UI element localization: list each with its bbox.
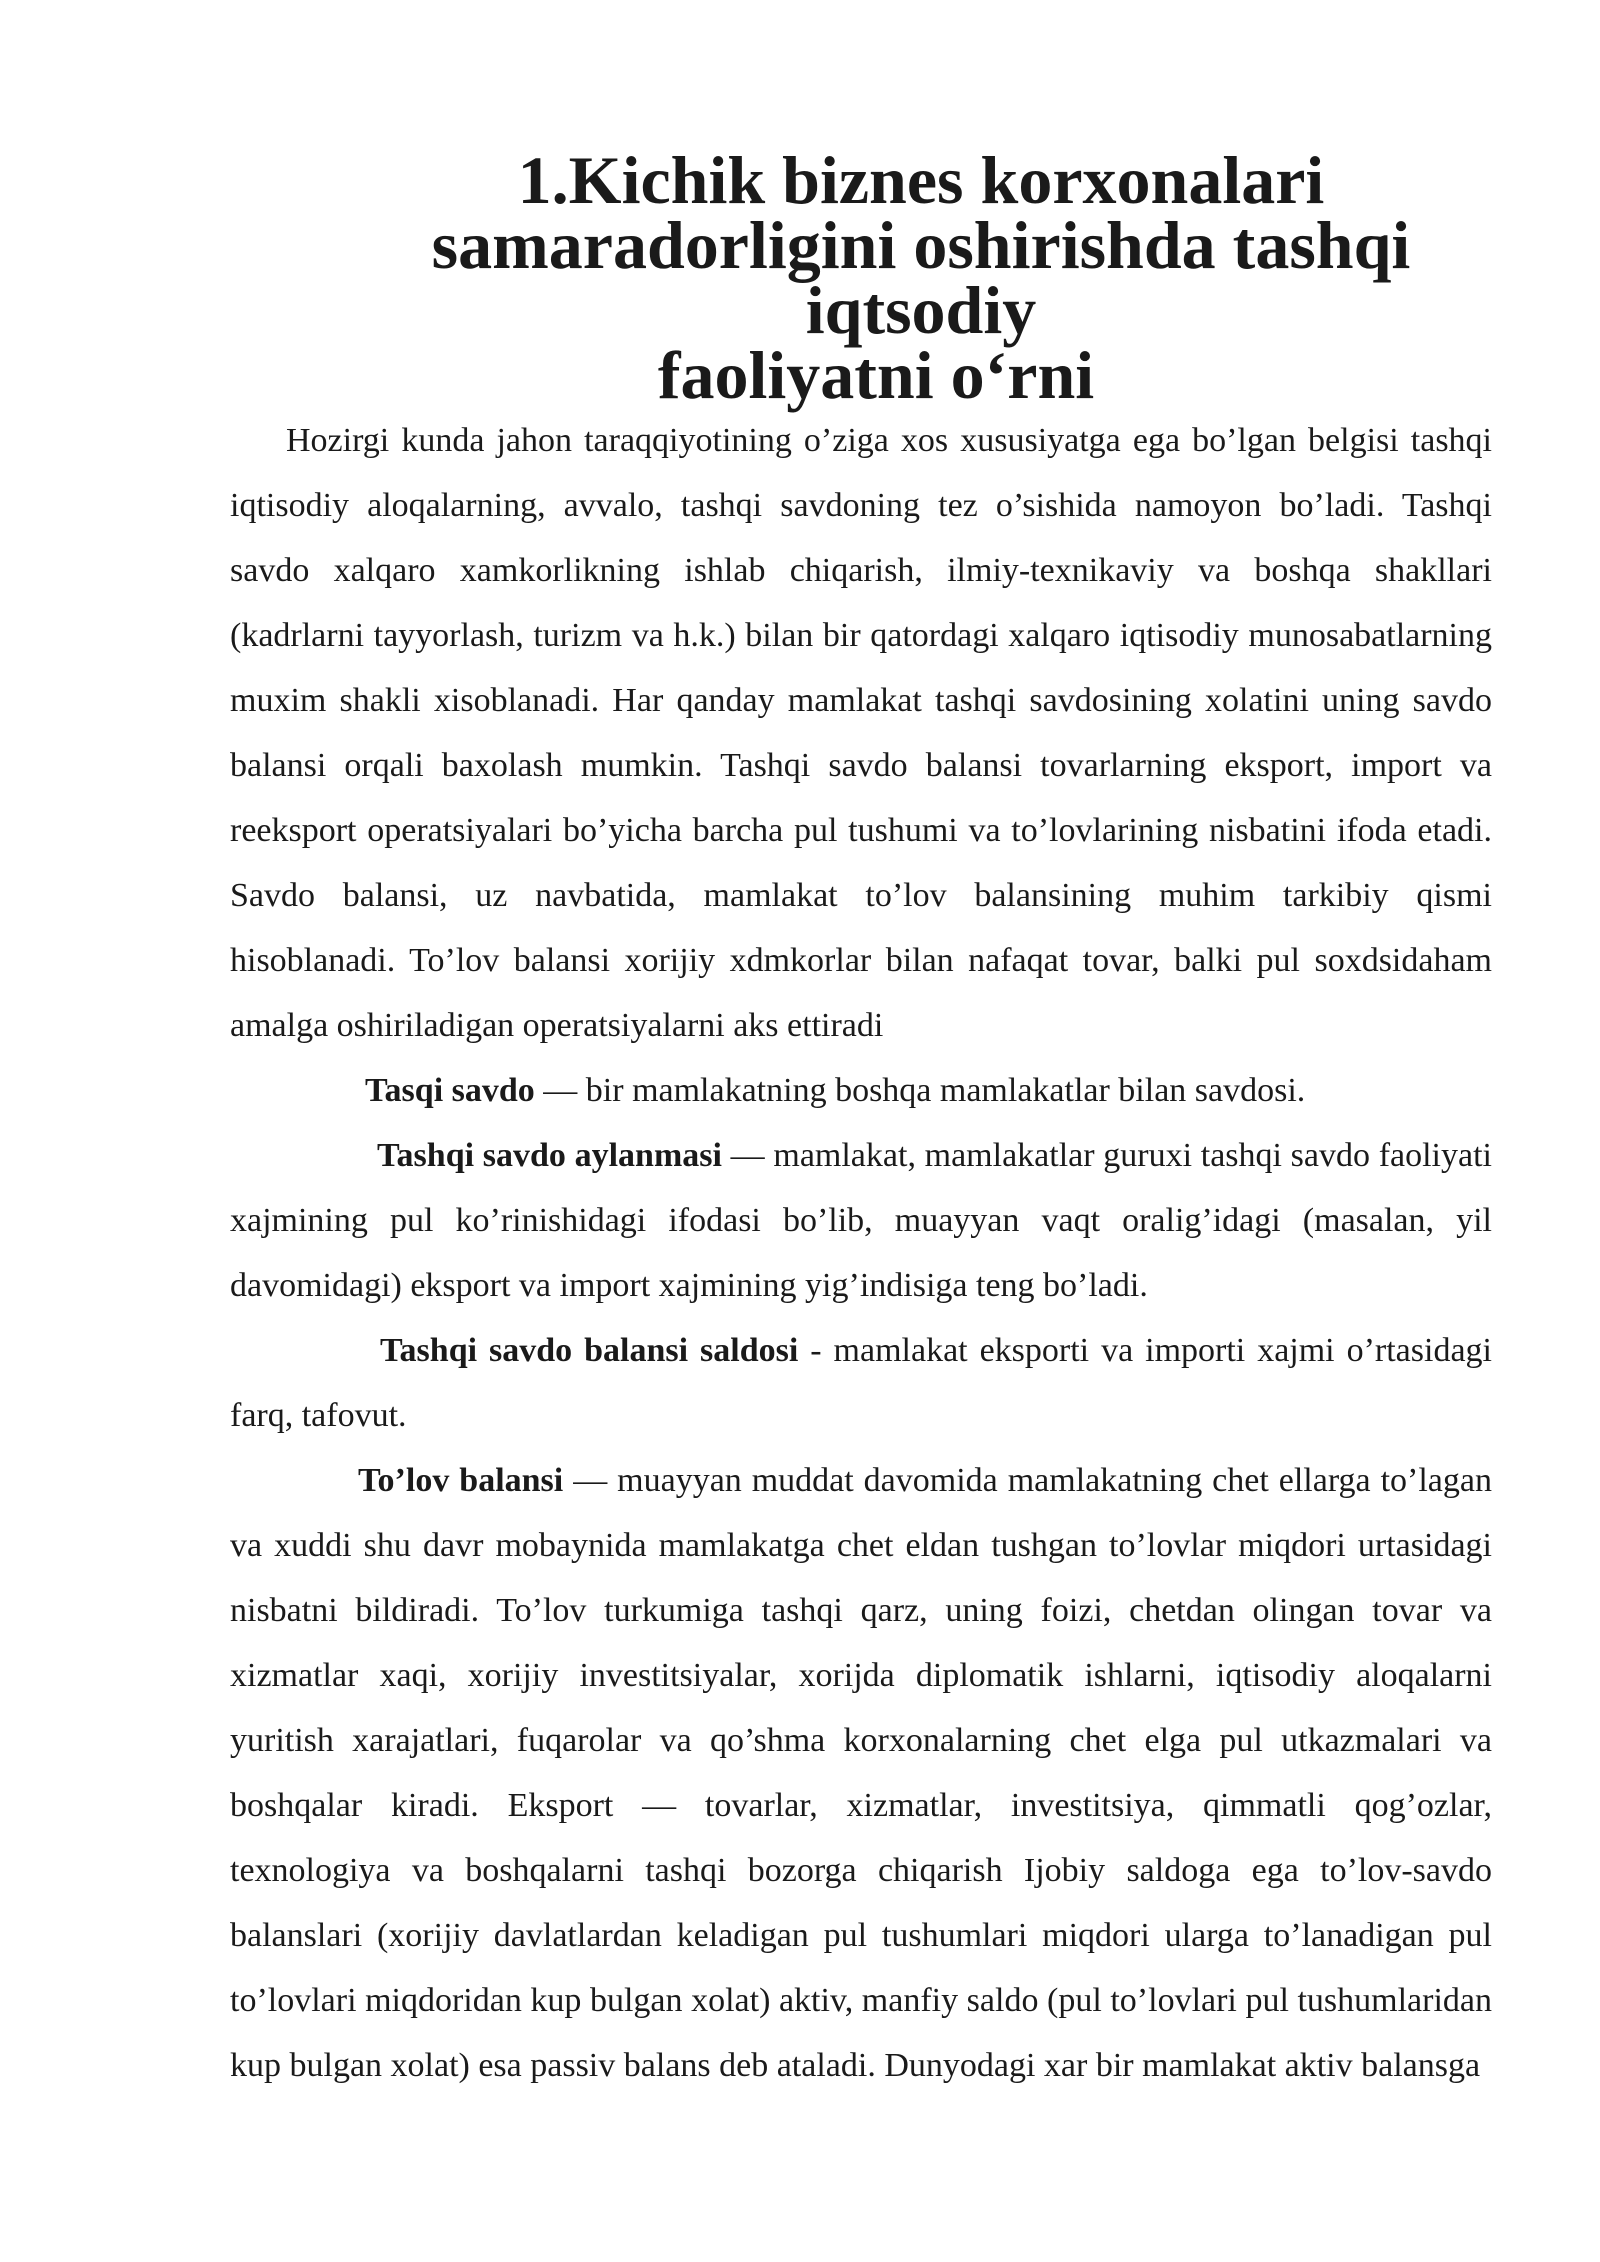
document-page (230, 142, 1492, 2098)
definition-text: — muayyan muddat davomida mamlakatning chet ellarga to’lagan va xuddi shu davr mobaynida mamlakatga chet eldan tushgan to’lovlar miqdori urtasidagi nisbatni bildiradi. To’lov turkumiga tashqi qarz, uning foizi, chetdan olingan tovar va xizmatlar xaqi, xorijiy investitsiyalar, xorijda diplomatik ishlarni, iqtisodiy aloqalarni yuritish xarajatlari, fuqarolar va qo’shma korxonalarning chet elga pul utkazmalari va boshqalar kiradi. Eksport — tovarlar, xizmatlar, investitsiya, qimmatli qog’ozlar, texnologiya va boshqalarni tashqi bozorga chiqarish Ijobiy saldoga ega to’lov-savdo balanslari (xorijiy davlatlardan keladigan pul tushumlari miqdori ularga to’lanadigan pul to’lovlari miqdoridan kup bulgan xolat) aktiv, manfiy saldo (pul to’lovlari pul tushumlaridan kup bulgan xolat) esa passiv balans deb ataladi. Dunyodagi xar bir mamlakat aktiv balansga (230, 1462, 1492, 2084)
definition-savdo-balansi-saldosi (230, 1318, 1492, 1448)
definition-tolov-balansi (230, 1448, 1492, 2098)
intro-paragraph: Hozirgi kunda jahon taraqqiyotining o’ziga xos xususiyatga ega bo’lgan belgisi tashqi iqtisodiy aloqalarning, avvalo, tashqi savdoning tez o’sishida namoyon bo’ladi. Tashqi savdo xalqaro xamkorlikning ishlab chiqarish, ilmiy-texnikaviy va boshqa shakllari (kadrlarni tayyorlash, turizm va h.k.) bilan bir qatordagi xalqaro iqtisodiy munosabatlarning muxim shakli xisoblanadi. Har qanday mamlakat tashqi savdosining xolatini uning savdo balansi orqali baxolash mumkin. Tashqi savdo balansi tovarlarning eksport, import va reeksport operatsiyalari bo’yicha barcha pul tushumi va to’lovlarining nisbatini ifoda etadi. Savdo balansi, uz navbatida, mamlakat to’lov balansining muhim tarkibiy qismi hisoblanadi. To’lov balansi xorijiy xdmkorlar bilan nafaqat tovar, balki pul soxdsidaham amalga oshiriladigan operatsiyalarni aks ettiradi (230, 422, 1492, 1044)
definition-text: — bir mamlakatning boshqa mamlakatlar bilan savdosi. (534, 1072, 1306, 1109)
definition-text: - mamlakat eksporti va importi xajmi o’rtasidagi farq, tafovut. (230, 1332, 1492, 1434)
definition-term: To’lov balansi (358, 1462, 564, 1499)
definition-tasqi-savdo (230, 1058, 1492, 1123)
definition-term: Tashqi savdo aylanmasi (377, 1137, 722, 1174)
definition-term: Tasqi savdo (365, 1072, 535, 1109)
definition-term: Tashqi savdo balansi saldosi (380, 1332, 799, 1369)
section-heading (230, 142, 1492, 413)
definition-text: — mamlakat, mamlakatlar guruxi tashqi savdo faoliyati xajmining pul ko’rinishidagi ifodasi bo’lib, muayyan vaqt oralig’idagi (masalan, yil davomidagi) eksport va import xajmining yig’indisiga teng bo’ladi. (230, 1137, 1492, 1304)
heading-line-1: 1.Kichik biznes korxonalari samaradorligini oshirishda tashqi iqtsodiy (431, 142, 1411, 348)
heading-line-2: faoliyatni o‘rni (657, 337, 1095, 413)
definition-tashqi-savdo-aylanmasi (230, 1123, 1492, 1318)
